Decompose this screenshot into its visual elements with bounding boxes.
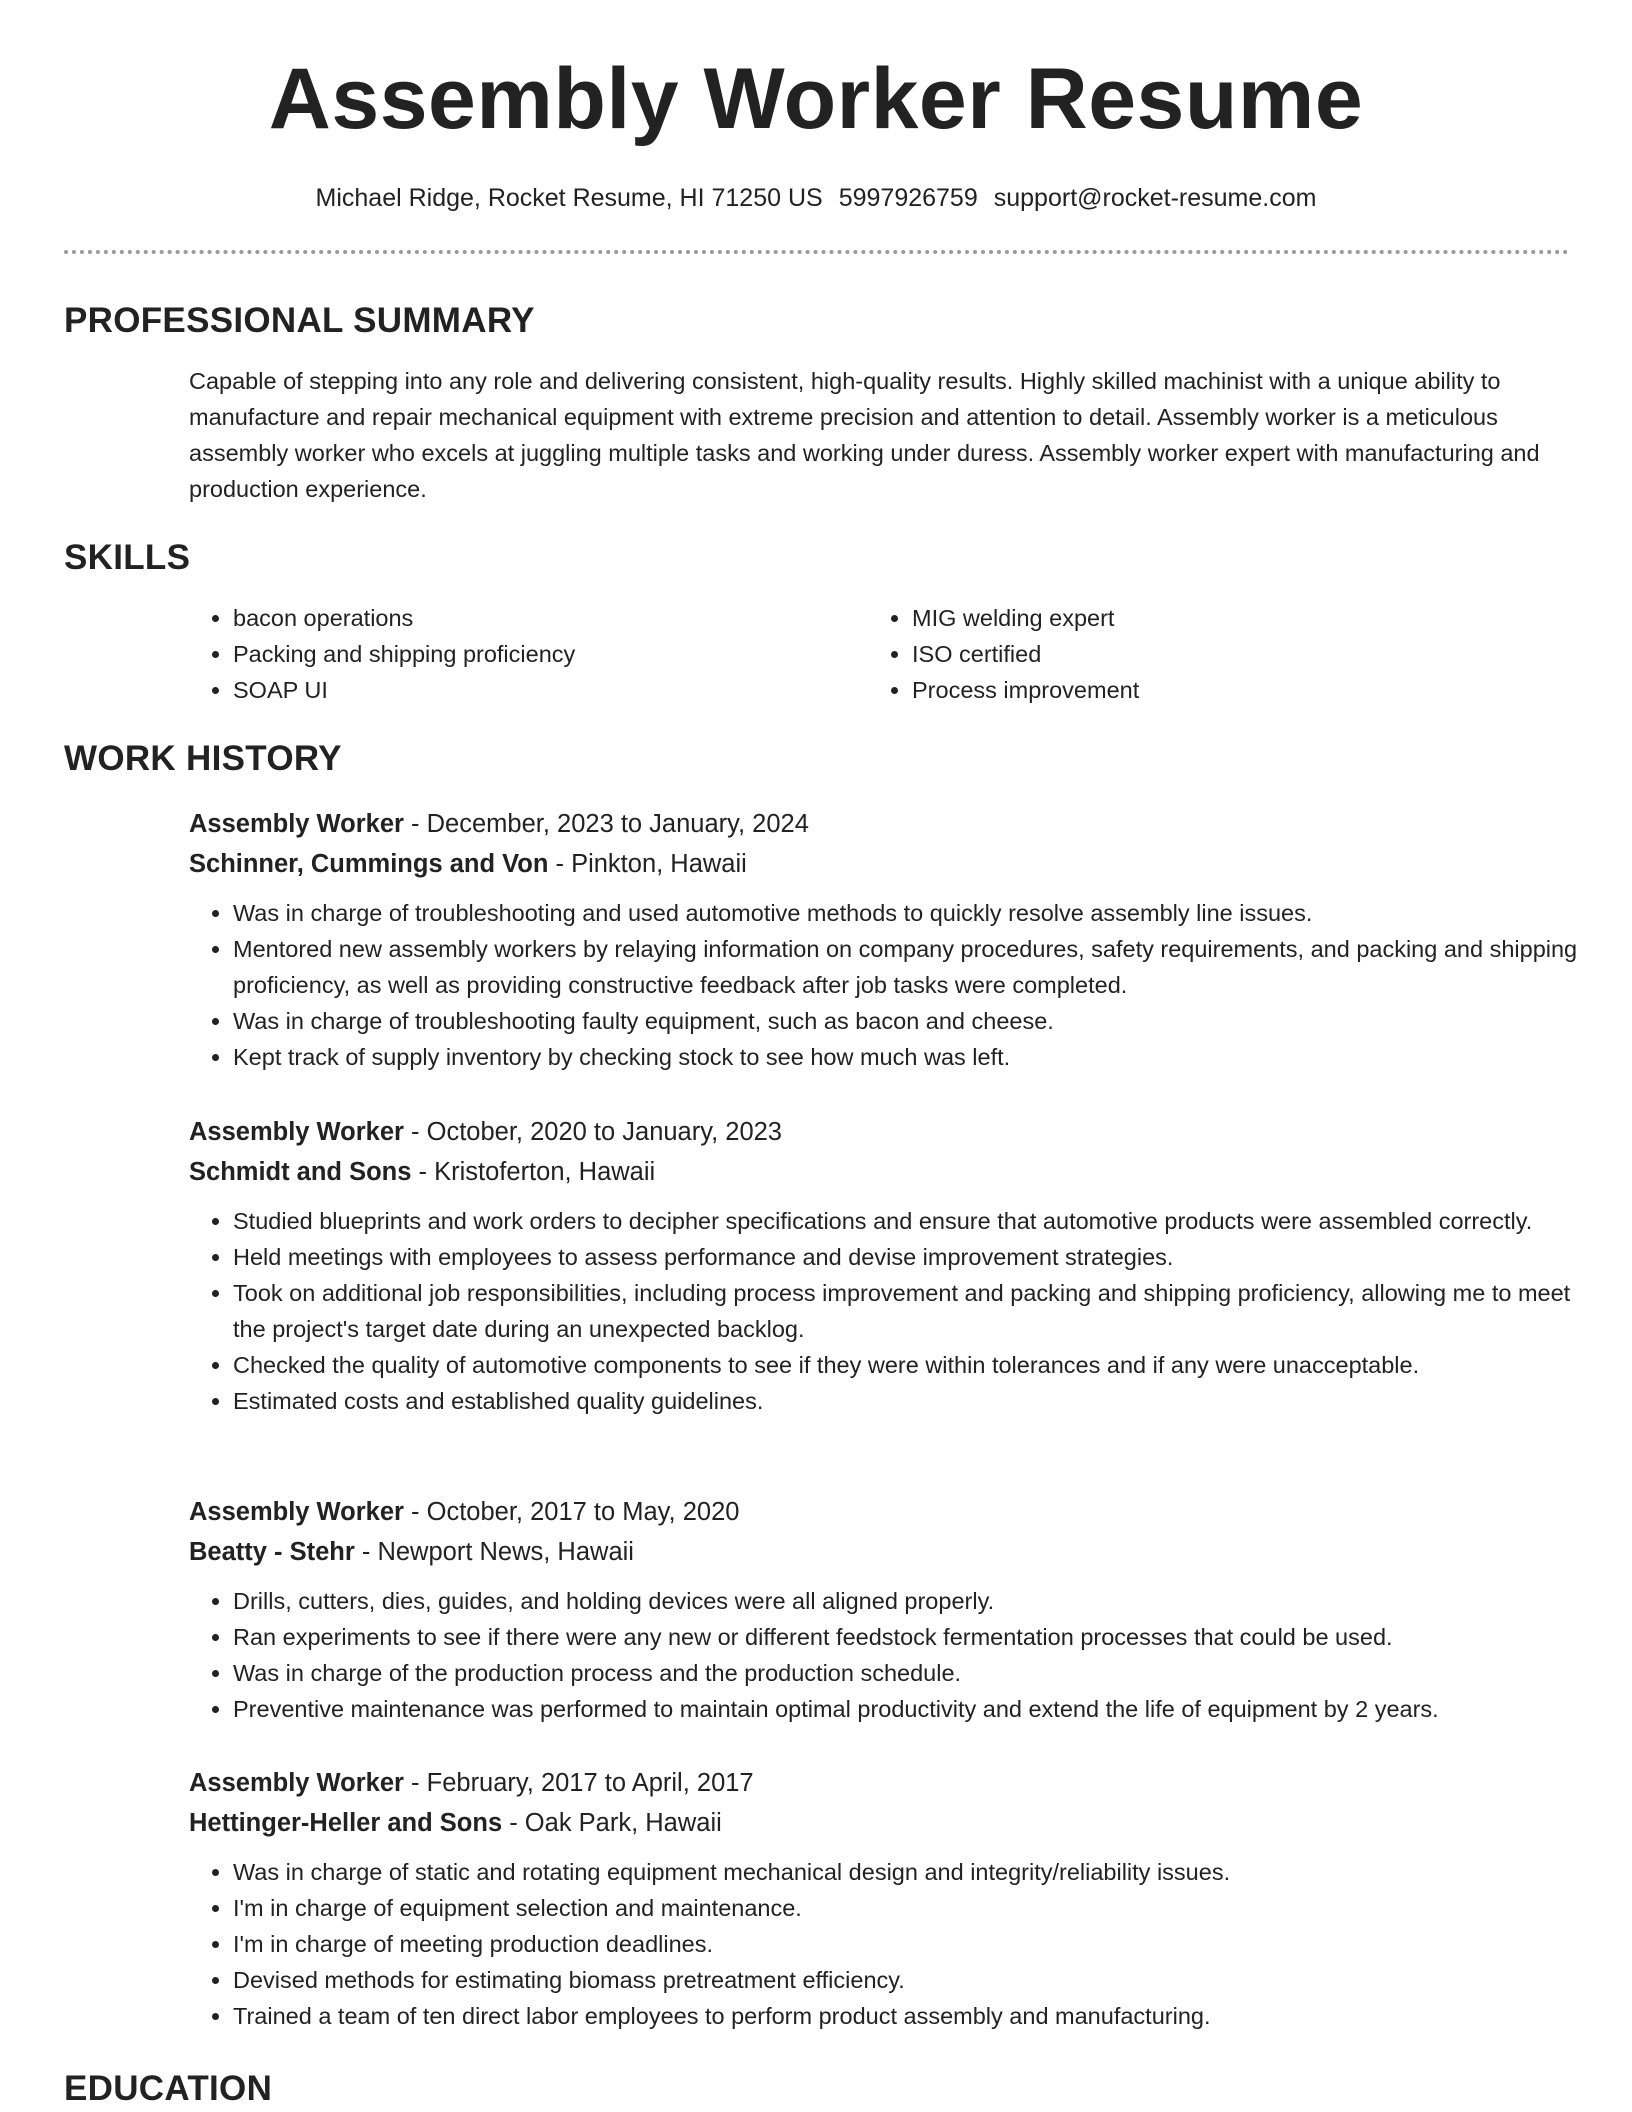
job-bullet: • Trained a team of ten direct labor employees to perform product assembly and manufacturing. [233,1998,1584,2034]
job-bullet: • I'm in charge of equipment selection and maintenance. [233,1890,1584,1926]
job-location: - Newport News, Hawaii [354,1538,634,1566]
job-dates: - October, 2017 to May, 2020 [403,1498,740,1526]
job-title-line [189,1763,1584,1803]
job-company-line [189,1532,1584,1572]
job-bullet: • Estimated costs and established quality guidelines. [233,1383,1584,1419]
skill-item: • MIG welding expert [912,600,1139,636]
job-bullet: • Took on additional job responsibilities, including process improvement and packing and shipping proficiency, allowing me to meet the project's target date during an unexpected backlog. [233,1275,1584,1347]
job-bullet: • Mentored new assembly workers by relaying information on company procedures, safety requirements, and packing and shipping proficiency, as well as providing constructive feedback after job tasks were completed. [233,931,1584,1003]
job-title: Assembly Worker [189,810,404,838]
skill-item: • Process improvement [912,672,1139,708]
skills-list-right [868,600,1139,708]
job-title-line [189,1112,1584,1152]
job-entry [189,1492,1584,1727]
job-title: Assembly Worker [189,1118,404,1146]
skill-item: • Packing and shipping proficiency [233,636,575,672]
job-bullet: • Was in charge of static and rotating equipment mechanical design and integrity/reliability issues. [233,1854,1584,1890]
job-title: Assembly Worker [189,1769,404,1797]
job-title-line [189,804,1584,844]
job-entry [189,804,1584,1075]
job-bullet: • Held meetings with employees to assess performance and devise improvement strategies. [233,1239,1584,1275]
job-entry [189,1112,1584,1419]
skill-item: • ISO certified [912,636,1139,672]
job-bullets [189,1854,1584,2034]
job-location: - Pinkton, Hawaii [548,850,747,878]
section-title-skills: SKILLS [64,538,191,577]
header-divider [64,250,1569,254]
contact-address: Michael Ridge, Rocket Resume, HI 71250 US [315,184,823,212]
job-company: Schinner, Cummings and Von [189,850,549,878]
job-company: Beatty - Stehr [189,1538,355,1566]
job-bullet: • Checked the quality of automotive components to see if they were within tolerances and if any were unacceptable. [233,1347,1584,1383]
job-dates: - October, 2020 to January, 2023 [403,1118,782,1146]
job-title-line [189,1492,1584,1532]
job-bullet: • Kept track of supply inventory by checking stock to see how much was left. [233,1039,1584,1075]
job-company: Hettinger-Heller and Sons [189,1809,503,1837]
section-title-work-history: WORK HISTORY [64,739,342,778]
summary-text: Capable of stepping into any role and delivering consistent, high-quality results. Highly skilled machinist with a unique ability to manufacture and repair mechanical equipment with extreme precision and attention to detail. Assembly worker is a meticulous assembly worker who excels at juggling multiple tasks and working under duress. Assembly worker expert with manufacturing and production experience. [189,368,1540,502]
skills-list-left [189,600,575,708]
job-location: - Oak Park, Hawaii [502,1809,722,1837]
skill-item: • bacon operations [233,600,575,636]
contact-line [0,183,1632,213]
job-bullet: • Preventive maintenance was performed to maintain optimal productivity and extend the life of equipment by 2 years. [233,1691,1584,1727]
job-entry [189,1763,1584,2034]
job-dates: - December, 2023 to January, 2024 [403,810,809,838]
job-company-line [189,1152,1584,1192]
job-dates: - February, 2017 to April, 2017 [403,1769,754,1797]
job-bullet: • Was in charge of troubleshooting and used automotive methods to quickly resolve assembly line issues. [233,895,1584,931]
job-bullet: • Was in charge of the production process and the production schedule. [233,1655,1584,1691]
contact-phone: 5997926759 [838,184,978,212]
section-title-education: EDUCATION [64,2069,273,2108]
job-bullet: • Ran experiments to see if there were any new or different feedstock fermentation processes that could be used. [233,1619,1584,1655]
job-bullets [189,1203,1584,1419]
job-bullet: • I'm in charge of meeting production deadlines. [233,1926,1584,1962]
job-company-line [189,844,1584,884]
contact-email[interactable]: support@rocket-resume.com [993,184,1317,212]
job-bullet: • Drills, cutters, dies, guides, and holding devices were all aligned properly. [233,1583,1584,1619]
job-bullets [189,1583,1584,1727]
job-bullet: • Studied blueprints and work orders to decipher specifications and ensure that automotive products were assembled correctly. [233,1203,1584,1239]
job-location: - Kristoferton, Hawaii [411,1158,656,1186]
resume-title: Assembly Worker Resume [268,51,1364,147]
section-title-summary: PROFESSIONAL SUMMARY [64,301,535,340]
skill-item: • SOAP UI [233,672,575,708]
job-company: Schmidt and Sons [189,1158,412,1186]
job-bullets [189,895,1584,1075]
job-title: Assembly Worker [189,1498,404,1526]
job-bullet: • Devised methods for estimating biomass pretreatment efficiency. [233,1962,1584,1998]
job-bullet: • Was in charge of troubleshooting faulty equipment, such as bacon and cheese. [233,1003,1584,1039]
job-company-line [189,1803,1584,1843]
